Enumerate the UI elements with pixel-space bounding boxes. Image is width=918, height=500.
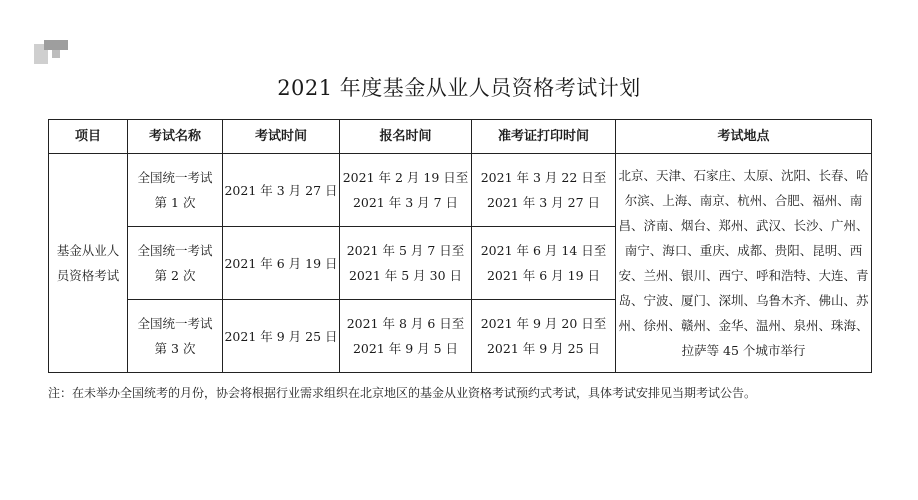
registration-cell: 2021 年 2 月 19 日至 2021 年 3 月 7 日	[340, 154, 472, 227]
page-title: 2021 年度基金从业人员资格考试计划	[277, 76, 641, 100]
table-header-row	[49, 120, 872, 154]
header-project: 项目	[49, 120, 128, 154]
header-locations: 考试地点	[616, 120, 872, 154]
watermark-logo-icon	[34, 40, 68, 64]
header-exam-name: 考试名称	[128, 120, 223, 154]
exam-date-cell: 2021 年 9 月 25 日	[223, 300, 340, 373]
header-registration: 报名时间	[340, 120, 472, 154]
table-row	[49, 154, 872, 227]
admission-print-cell: 2021 年 6 月 14 日至 2021 年 6 月 19 日	[472, 227, 616, 300]
exam-name-cell: 全国统一考试 第 2 次	[128, 227, 223, 300]
footnote: 注：在未举办全国统考的月份，协会将根据行业需求组织在北京地区的基金从业资格考试预约式考试，具体考试安排见当期考试公告。	[48, 386, 757, 400]
exam-name-cell: 全国统一考试 第 3 次	[128, 300, 223, 373]
locations-cell: 北京、天津、石家庄、太原、沈阳、长春、哈尔滨、上海、南京、杭州、合肥、福州、南昌、济南、烟台、郑州、武汉、长沙、广州、南宁、海口、重庆、成都、贵阳、昆明、西安、兰州、银川、西宁、呼和浩特、大连、青岛、宁波、厦门、深圳、乌鲁木齐、佛山、苏州、徐州、赣州、金华、温州、泉州、珠海、拉萨等 45 个城市举行	[616, 154, 872, 373]
exam-date-cell: 2021 年 3 月 27 日	[223, 154, 340, 227]
header-admission-print: 准考证打印时间	[472, 120, 616, 154]
exam-name-cell: 全国统一考试 第 1 次	[128, 154, 223, 227]
admission-print-cell: 2021 年 9 月 20 日至 2021 年 9 月 25 日	[472, 300, 616, 373]
exam-date-cell: 2021 年 6 月 19 日	[223, 227, 340, 300]
admission-print-cell: 2021 年 3 月 22 日至 2021 年 3 月 27 日	[472, 154, 616, 227]
registration-cell: 2021 年 5 月 7 日至 2021 年 5 月 30 日	[340, 227, 472, 300]
registration-cell: 2021 年 8 月 6 日至 2021 年 9 月 5 日	[340, 300, 472, 373]
exam-plan-table	[48, 119, 872, 373]
project-cell: 基金从业人 员资格考试	[49, 154, 128, 373]
header-exam-date: 考试时间	[223, 120, 340, 154]
